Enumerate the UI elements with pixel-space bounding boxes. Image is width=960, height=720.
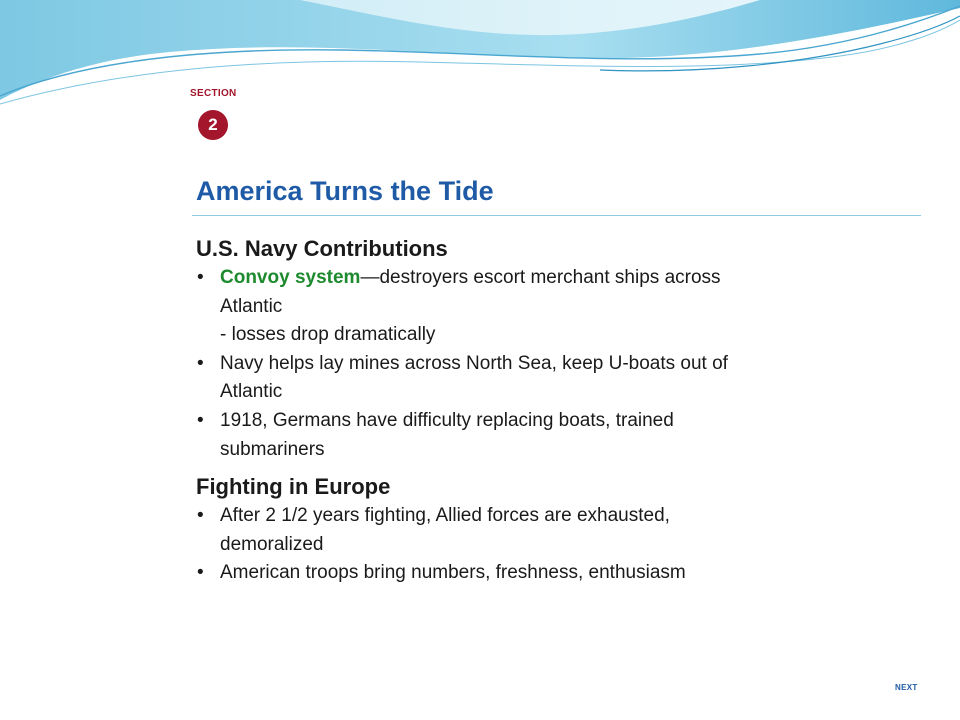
slide-content <box>196 234 736 588</box>
list-item <box>196 407 736 464</box>
navy-list <box>196 264 736 464</box>
europe-list <box>196 502 736 588</box>
list-item <box>196 350 736 407</box>
highlight-term: Convoy system <box>220 267 361 288</box>
list-item-text: 1918, Germans have difficulty replacing boats, trained submariners <box>220 409 674 460</box>
bullet-icon: • <box>197 409 204 431</box>
list-item <box>196 502 736 559</box>
title-divider <box>192 215 921 216</box>
section-number-badge: 2 <box>198 110 228 140</box>
bullet-icon: • <box>197 352 204 374</box>
list-item-subtext: - losses drop dramatically <box>220 324 436 346</box>
section-label: SECTION <box>190 88 237 99</box>
header-wave-decoration <box>0 0 960 120</box>
list-item <box>196 559 736 588</box>
list-item <box>196 264 736 350</box>
list-item-text: After 2 1/2 years fighting, Allied forces are exhausted, demoralized <box>220 505 670 555</box>
list-item-text: American troops bring numbers, freshness, enthusiasm <box>220 562 686 584</box>
list-item-text: Navy helps lay mines across North Sea, keep U-boats out of Atlantic <box>220 352 728 403</box>
slide-title: America Turns the Tide <box>196 176 494 206</box>
europe-heading: Fighting in Europe <box>196 474 391 500</box>
bullet-icon: • <box>197 562 204 584</box>
navy-heading: U.S. Navy Contributions <box>196 236 448 261</box>
bullet-icon: • <box>197 267 204 288</box>
bullet-icon: • <box>197 505 204 527</box>
next-button[interactable]: NEXT <box>895 683 918 692</box>
list-item-text: —destroyers escort merchant ships across Atlantic <box>220 267 721 317</box>
